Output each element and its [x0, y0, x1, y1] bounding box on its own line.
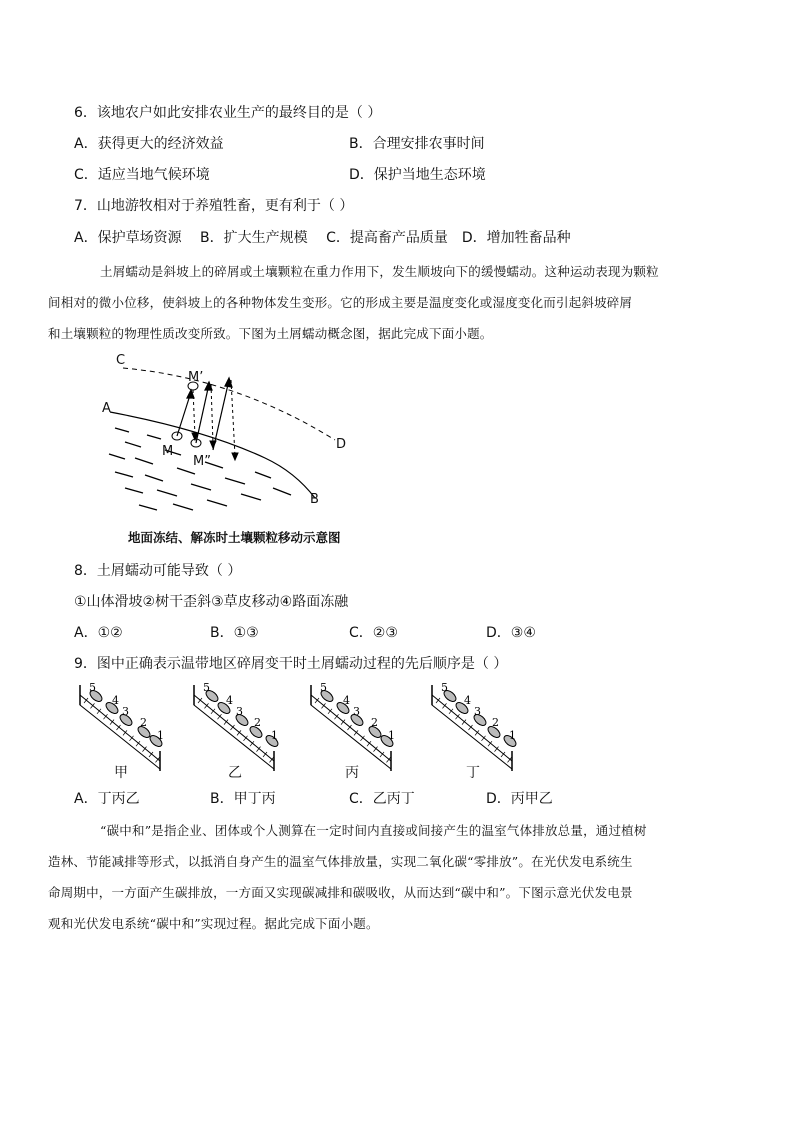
q6-option-c: C．适应当地气候环境 [74, 167, 210, 183]
q8-option-d: D．③④ [486, 625, 536, 641]
passage-carbon-neutral [48, 815, 724, 939]
soil-creep-diagram [95, 350, 365, 520]
panel-number-label: 1 [271, 729, 278, 742]
panel-number-label: 4 [112, 694, 119, 707]
passage-carbon-line-4: 观和光伏发电系统“碳中和”实现过程。据此完成下面小题。 [48, 916, 379, 931]
slope-panel-4 [428, 681, 520, 771]
panel-number-label: 4 [464, 694, 471, 707]
q8-option-c: C．②③ [349, 625, 398, 641]
panel-number-label: 2 [371, 716, 378, 729]
label-d: D [336, 437, 347, 452]
panel-number-label: 4 [343, 694, 350, 707]
q9-option-c: C．乙丙丁 [349, 791, 415, 807]
q7-options: A．保护草场资源 B．扩大生产规模 C．提高畜产品质量 D．增加牲畜品种 [74, 230, 571, 246]
q6-option-b: B．合理安排农事时间 [349, 136, 485, 152]
panel-number-label: 2 [140, 716, 147, 729]
panel-number-label: 5 [441, 681, 448, 694]
passage-soil-creep-line-3: 和土壤颗粒的物理性质改变所致。下图为土屑蠕动概念图，据此完成下面小题。 [48, 326, 493, 341]
label-m-double: M” [193, 454, 211, 469]
panel-number-label: 1 [509, 729, 516, 742]
q8-stem: 8．土屑蠕动可能导致（ ） [74, 563, 242, 579]
passage-soil-creep-line-2: 间相对的微小位移，使斜坡上的各种物体发生变形。它的形成主要是温度变化或湿度变化而引起斜坡碎屑 [48, 295, 633, 310]
label-c: C [116, 353, 126, 368]
panel-number-label: 2 [492, 716, 499, 729]
q6-option-a: A．获得更大的经济效益 [74, 136, 224, 152]
passage-soil-creep [48, 256, 724, 349]
passage-soil-creep-line-1: 土屑蠕动是斜坡上的碎屑或土壤颗粒在重力作用下，发生顺坡向下的缓慢蠕动。这种运动表现为颗粒 [100, 264, 659, 279]
figure1-caption: 地面冻结、解冻时土壤颗粒移动示意图 [128, 530, 341, 545]
panel-number-label: 5 [89, 681, 96, 694]
q7-stem: 7．山地游牧相对于养殖牲畜，更有利于（ ） [74, 198, 354, 214]
panel-number-label: 3 [236, 705, 243, 718]
slope-panel-name: 丁 [466, 765, 480, 781]
q6-stem: 6．该地农户如此安排农业生产的最终目的是（ ） [74, 105, 382, 121]
slope-panel-name: 乙 [228, 765, 242, 781]
slope-panel-name: 丙 [345, 765, 359, 781]
q9-stem: 9．图中正确表示温带地区碎屑变干时土屑蠕动过程的先后顺序是（ ） [74, 656, 508, 672]
q9-option-a: A．丁丙乙 [74, 791, 140, 807]
panel-number-label: 3 [474, 705, 481, 718]
label-b: B [310, 492, 319, 507]
q6-option-d: D．保护当地生态环境 [349, 167, 486, 183]
panel-number-label: 5 [203, 681, 210, 694]
panel-number-label: 3 [353, 705, 360, 718]
q9-option-d: D．丙甲乙 [486, 791, 553, 807]
panel-number-label: 1 [388, 729, 395, 742]
slope-panel-3 [307, 681, 399, 771]
panel-number-label: 5 [320, 681, 327, 694]
passage-carbon-line-2: 造林、节能减排等形式，以抵消自身产生的温室气体排放量，实现二氧化碳“零排放”。在光伏发电系统生 [48, 854, 633, 869]
label-m: M [162, 444, 174, 459]
panel-number-label: 3 [122, 705, 129, 718]
passage-carbon-line-3: 命周期中，一方面产生碳排放，一方面又实现碳减排和碳吸收，从而达到“碳中和”。下图示意光伏发电景 [48, 885, 633, 900]
settle-arrows [192, 380, 238, 460]
panel-number-label: 1 [157, 729, 164, 742]
passage-carbon-line-1: “碳中和”是指企业、团体或个人测算在一定时间内直接或间接产生的温室气体排放总量，通过植树 [100, 823, 647, 838]
panel-number-label: 4 [226, 694, 233, 707]
slope-panel-name: 甲 [114, 765, 128, 781]
ground-surface-curve [110, 412, 315, 498]
q8-items: ①山体滑坡②树干歪斜③草皮移动④路面冻融 [74, 594, 349, 610]
slope-panel-2 [190, 681, 282, 771]
q8-option-a: A．①② [74, 625, 123, 641]
label-a: A [102, 401, 111, 416]
q9-option-b: B．甲丁丙 [210, 791, 276, 807]
panel-number-label: 2 [254, 716, 261, 729]
q8-option-b: B．①③ [210, 625, 259, 641]
label-m-prime: M’ [188, 370, 204, 385]
slope-panel-1 [76, 681, 168, 771]
